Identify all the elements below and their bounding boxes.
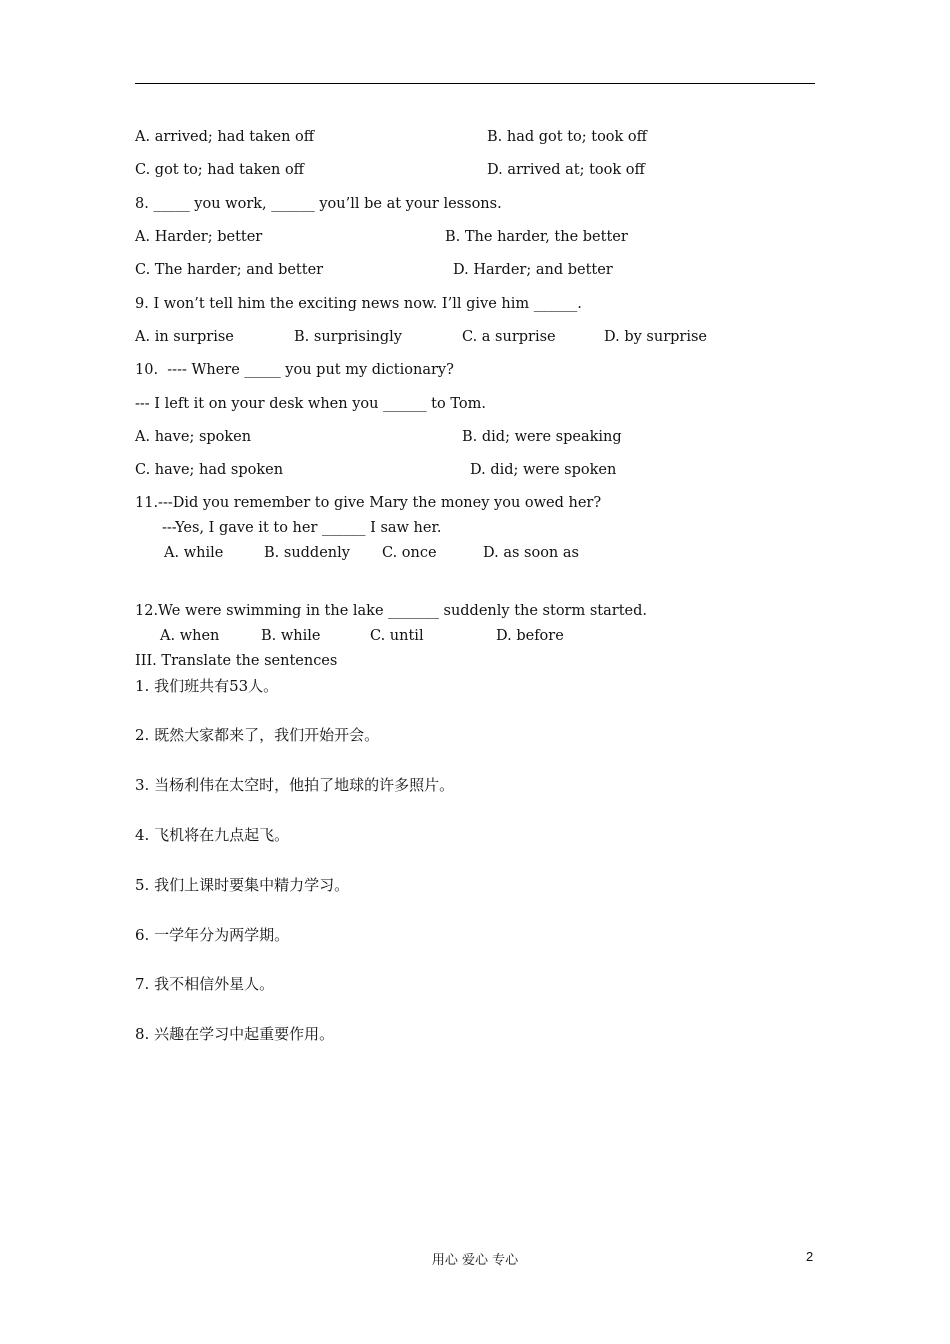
q10-option-c: C. have; had spoken <box>135 462 284 478</box>
translate-item: 1. 我们班共有53人。 <box>135 677 279 695</box>
q10-stem: 10. ---- Where _____ you put my dictionary? <box>135 362 454 378</box>
q10-option-d: D. did; were spoken <box>470 462 617 478</box>
translate-item: 6. 一学年分为两学期。 <box>135 926 290 944</box>
q9-option-a: A. in surprise <box>135 329 234 345</box>
page-number: 2 <box>806 1249 814 1264</box>
header-rule <box>135 83 815 84</box>
q11-option-c: C. once <box>382 545 437 561</box>
translate-item: 3. 当杨利伟在太空时，他拍了地球的许多照片。 <box>135 776 455 794</box>
q10-option-b: B. did; were speaking <box>462 429 622 445</box>
q7-option-b: B. had got to; took off <box>487 129 647 145</box>
section-heading: III. Translate the sentences <box>135 653 338 669</box>
q11-option-a: A. while <box>164 545 224 561</box>
q8-stem: 8. _____ you work, ______ you’ll be at your lessons. <box>135 196 502 212</box>
q12-stem: 12.We were swimming in the lake _______ suddenly the storm started. <box>135 603 647 619</box>
translate-item: 7. 我不相信外星人。 <box>135 975 275 993</box>
q12-option-d: D. before <box>496 628 564 644</box>
q9-option-d: D. by surprise <box>604 329 707 345</box>
q8-option-c: C. The harder; and better <box>135 262 324 278</box>
q7-option-a: A. arrived; had taken off <box>135 129 315 145</box>
q10-option-a: A. have; spoken <box>135 429 252 445</box>
q8-option-d: D. Harder; and better <box>453 262 613 278</box>
q11-option-d: D. as soon as <box>483 545 579 561</box>
q8-option-b: B. The harder, the better <box>445 229 628 245</box>
q12-option-c: C. until <box>370 628 424 644</box>
q9-stem: 9. I won’t tell him the exciting news now. I’ll give him ______. <box>135 296 582 312</box>
q10-reply: --- I left it on your desk when you ______ to Tom. <box>135 396 486 412</box>
q12-option-a: A. when <box>160 628 220 644</box>
q7-option-d: D. arrived at; took off <box>487 162 645 178</box>
q11-option-b: B. suddenly <box>264 545 350 561</box>
translate-item: 2. 既然大家都来了，我们开始开会。 <box>135 726 380 744</box>
q12-option-b: B. while <box>261 628 321 644</box>
q11-reply: ---Yes, I gave it to her ______ I saw her. <box>162 520 442 536</box>
translate-item: 4. 飞机将在九点起飞。 <box>135 826 290 844</box>
q11-stem: 11.---Did you remember to give Mary the money you owed her? <box>135 495 602 511</box>
q9-option-c: C. a surprise <box>462 329 556 345</box>
q7-option-c: C. got to; had taken off <box>135 162 304 178</box>
page-footer: 用心 爱心 专心 <box>431 1253 519 1268</box>
q8-option-a: A. Harder; better <box>135 229 263 245</box>
translate-item: 5. 我们上课时要集中精力学习。 <box>135 876 350 894</box>
q9-option-b: B. surprisingly <box>294 329 402 345</box>
translate-item: 8. 兴趣在学习中起重要作用。 <box>135 1025 335 1043</box>
